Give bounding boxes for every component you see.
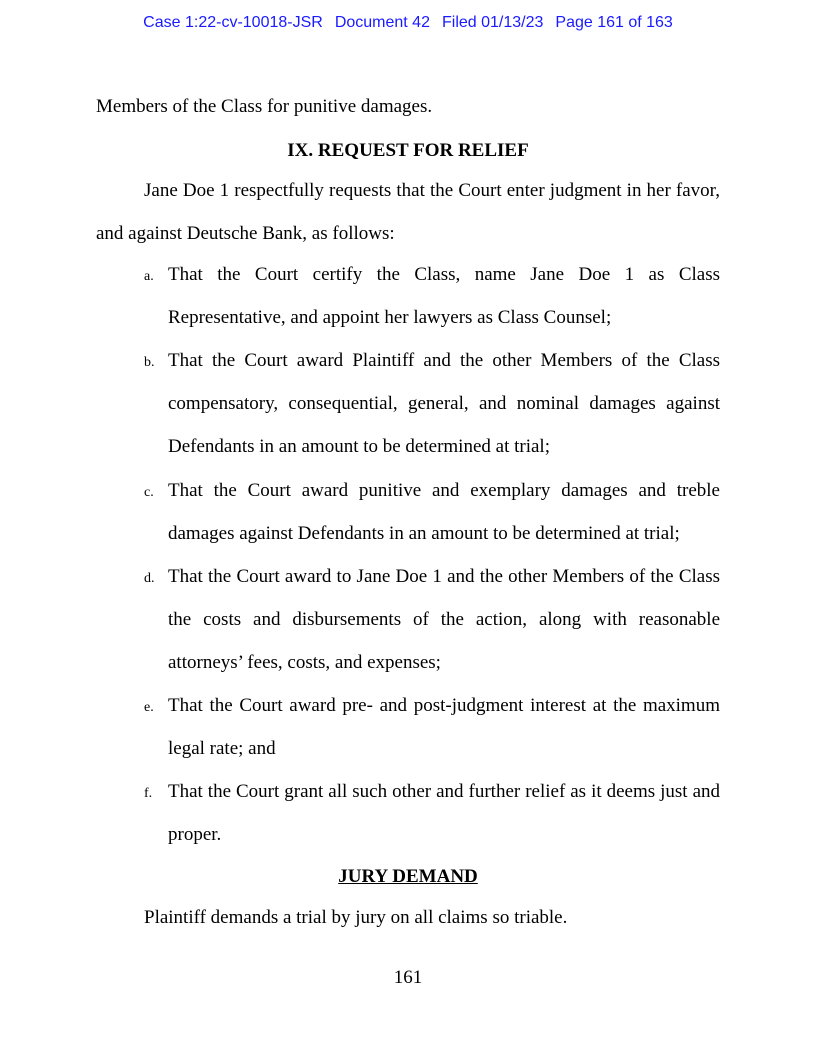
list-item-e: That the Court award pre- and post-judgment interest at the maximum legal rate; and <box>168 695 720 759</box>
item-letter-b: b. <box>144 355 155 370</box>
case-number: Case 1:22-cv-10018-JSR <box>143 14 323 31</box>
item-letter-d: d. <box>144 571 155 586</box>
page-number: 161 <box>393 967 423 988</box>
item-letter-a: a. <box>144 269 154 284</box>
list-item-a: That the Court certify the Class, name Jane Doe 1 as Class Representative, and appoint her lawyers as Class Counsel; <box>168 264 720 328</box>
list-item-d: That the Court award to Jane Doe 1 and the other Members of the Class the costs and disbursements of the action, along with reasonable attorneys’ fees, costs, and expenses; <box>168 566 720 673</box>
intro-line-1: Jane Doe 1 respectfully requests that the Court enter judgment in her favor, <box>144 180 720 201</box>
jury-demand-text: Plaintiff demands a trial by jury on all claims so triable. <box>144 907 568 928</box>
list-item-b: That the Court award Plaintiff and the other Members of the Class compensatory, consequential, general, and nominal damages against Defendants in an amount to be determined at trial; <box>168 350 720 457</box>
document-number: Document 42 <box>334 14 430 31</box>
page-indicator: Page 161 of 163 <box>555 14 673 31</box>
court-filing-header <box>0 14 816 32</box>
item-letter-c: c. <box>144 485 154 500</box>
filed-date: Filed 01/13/23 <box>441 14 544 31</box>
item-letter-e: e. <box>144 700 154 715</box>
item-letter-f: f. <box>144 786 153 801</box>
list-item-c: That the Court award punitive and exemplary damages and treble damages against Defendants in an amount to be determined at trial; <box>168 480 720 544</box>
section-heading-relief: IX. REQUEST FOR RELIEF <box>287 140 529 161</box>
opening-line: Members of the Class for punitive damages. <box>96 96 433 117</box>
section-heading-jury: JURY DEMAND <box>338 866 478 887</box>
intro-line-2: and against Deutsche Bank, as follows: <box>96 223 395 244</box>
list-item-f: That the Court grant all such other and further relief as it deems just and proper. <box>168 781 720 845</box>
